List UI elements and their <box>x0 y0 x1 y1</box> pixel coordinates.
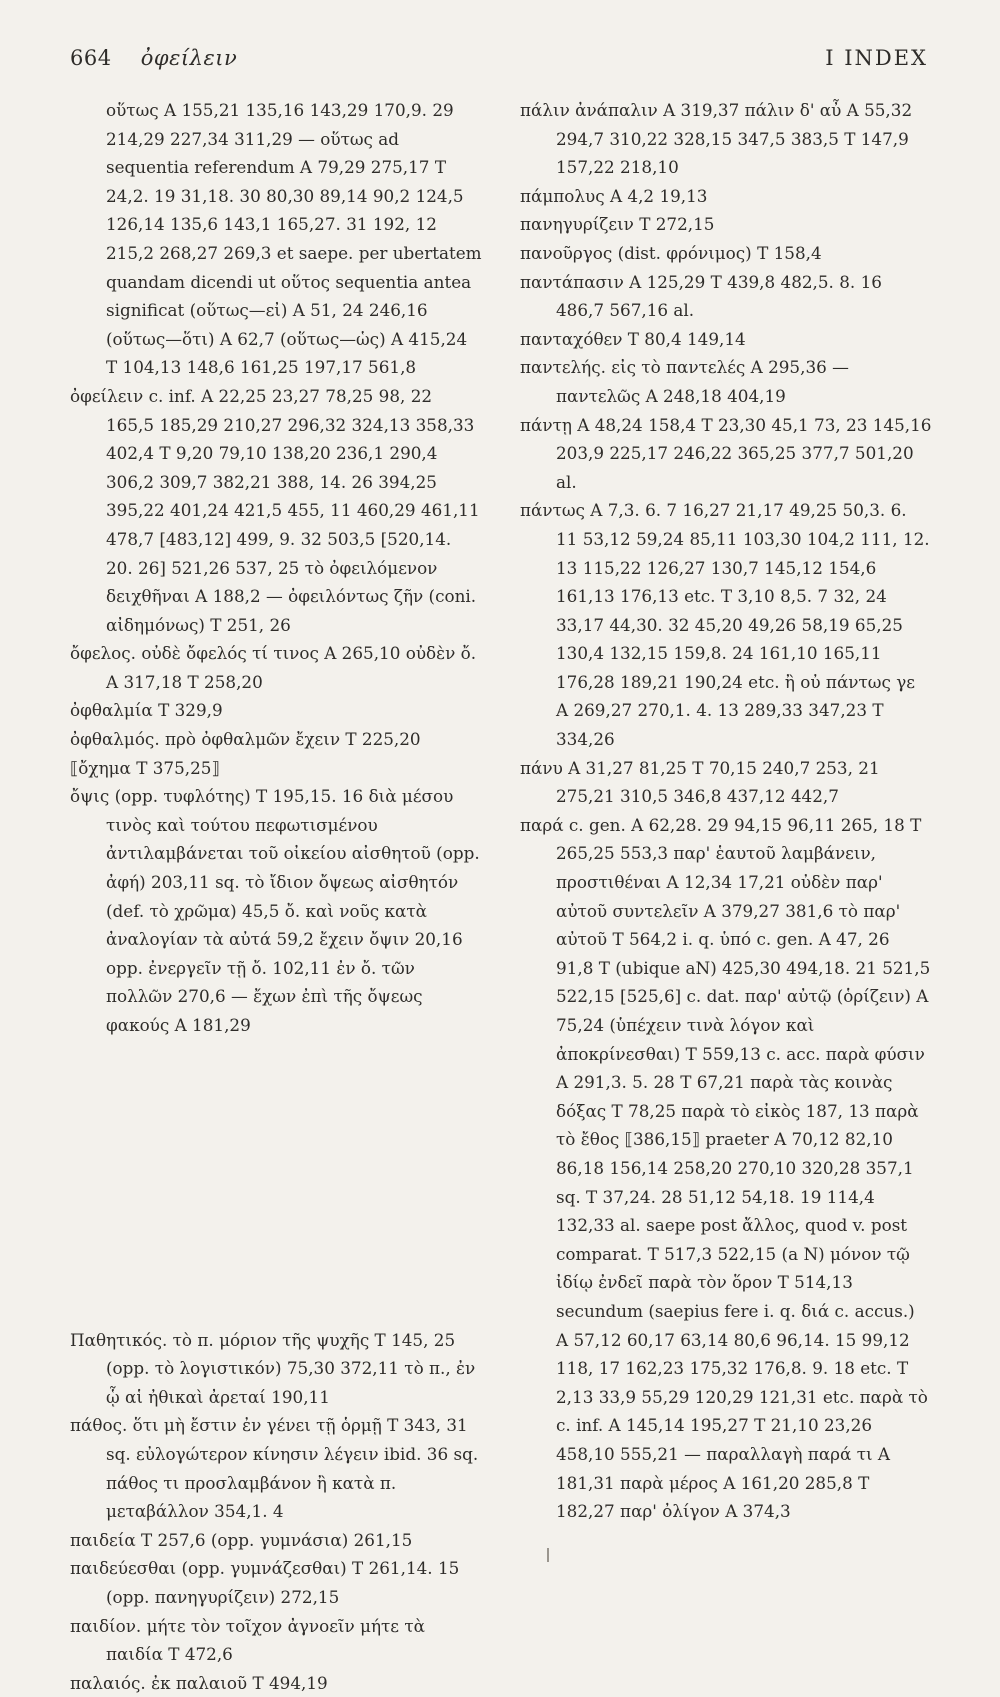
index-entry: παρά c. gen. Α 62,28. 29 94,15 96,11 265, 18 Τ 265,25 553,3 παρ' ἑαυτοῦ λαμβάνειν, προστιθέναι Α 12,34 17,21 οὐδὲν παρ' αὐτοῦ συντελεῖν Α 379,27 381,6 τὸ παρ' αὐτοῦ Τ 564,2 i. q. ὑπό c. gen. Α 47, 26 91,8 Τ (ubique aN) 425,30 494,18. 21 521,5 522,15 [525,6] c. dat. παρ' αὐτῷ (ὁρίζειν) Α 75,24 (ὑπέχειν τινὰ λόγον καὶ ἀποκρίνεσθαι) Τ 559,13 c. acc. παρὰ φύσιν Α 291,3. 5. 28 Τ 67,21 παρὰ τὰς κοινὰς δόξας Τ 78,25 παρὰ τὸ εἰκὸς 187, 13 παρὰ τὸ ἔθος ⟦386,15⟧ praeter Α 70,12 82,10 86,18 156,14 258,20 270,10 320,28 357,1 sq. Τ 37,24. 28 51,12 54,18. 19 114,4 132,33 al. saepe post ἄλλος, quod v. post comparat. Τ 517,3 522,15 (a N) μόνον τῷ ἰδίῳ ἐνδεῖ παρὰ τὸν ὅρον Τ 514,13 secundum (saepius fere i. q. διά c. accus.) Α 57,12 60,17 63,14 80,6 96,14. 15 99,12 118, 17 162,23 175,32 176,8. 9. 18 etc. Τ 2,13 33,9 55,29 120,29 121,31 etc. παρὰ τὸ c. inf. Α 145,14 195,27 Τ 21,10 23,26 458,10 555,21 — παραλλαγὴ παρά τι Α 181,31 παρὰ μέρος Α 161,20 285,8 Τ 182,27 παρ' ὀλίγον Α 374,3 <box>520 814 936 1522</box>
index-entry: πάντῃ Α 48,24 158,4 Τ 23,30 45,1 73, 23 145,16 203,9 225,17 246,22 365,25 377,7 501,20 al. <box>520 414 937 492</box>
index-entry: ὄψις (opp. τυφλότης) Τ 195,15. 16 διὰ μέσου τινὸς καὶ τούτου πεφωτισμένου ἀντιλαμβάνεται τοῦ οἰκείου αἰσθητοῦ (opp. ἀφή) 203,11 sq. τὸ ἴδιον ὄψεως αἰσθητόν (def. τὸ χρῶμα) 45,5 ὄ. καὶ νοῦς κατὰ ἀναλογίαν τὰ αὐτά 59,2 ἔχειν ὄψιν 20,16 opp. ἐνεργεῖν τῇ ὄ. 102,11 ἐν ὄ. τῶν πολλῶν 270,6 — ἔχων ἐπὶ τῆς ὄψεως φακούς Α 181,29 <box>70 786 485 1035</box>
index-entry: πάντως Α 7,3. 6. 7 16,27 21,17 49,25 50,3. 6. 11 53,12 59,24 85,11 103,30 104,2 111, 12. 13 115,22 126,27 130,7 145,12 154,6 161,13 176,13 etc. Τ 3,10 8,5. 7 32, 24 33,17 44,30. 32 45,20 49,26 58,19 65,25 130,4 132,15 159,8. 24 161,10 165,11 176,28 189,21 190,24 etc. ἢ οὐ πάντως γε Α 269,27 270,1. 4. 13 289,33 347,23 Τ 334,26 <box>520 500 935 750</box>
index-entry: πάλιν ἀνάπαλιν Α 319,37 πάλιν δ' αὖ Α 55,32 294,7 310,22 328,15 347,5 383,5 Τ 147,9 157,22 218,10 <box>520 100 918 178</box>
index-column-right <box>520 96 937 1526</box>
page-mark <box>547 1548 549 1562</box>
index-entry: παντάπασιν Α 125,29 Τ 439,8 482,5. 8. 16 486,7 567,16 al. <box>520 271 888 321</box>
running-header-section: I INDEX <box>825 46 928 70</box>
index-entry: πανοῦργος (dist. φρόνιμος) Τ 158,4 <box>520 242 822 263</box>
index-column-left <box>70 96 487 1697</box>
index-entry: πάνυ Α 31,27 81,25 Τ 70,15 240,7 253, 21 275,21 310,5 346,8 437,12 442,7 <box>520 757 885 807</box>
index-entry: οὕτως Α 155,21 135,16 143,29 170,9. 29 214,29 227,34 311,29 — οὕτως ad sequentia referendum Α 79,29 275,17 Τ 24,2. 19 31,18. 30 80,30 89,14 90,2 124,5 126,14 135,6 143,1 165,27. 31 192, 12 215,2 268,27 269,3 et saepe. per ubertatem quandam dicendi ut οὕτος sequentia antea significat (οὕτως—εἰ) Α 51, 24 246,16 (οὕτως—ὅτι) Α 62,7 (οὕτως—ὡς) Α 415,24 Τ 104,13 148,6 161,25 197,17 561,8 <box>106 100 487 378</box>
index-entry: ⟦ὄχημα Τ 375,25⟧ <box>70 757 220 778</box>
index-entry: πανταχόθεν Τ 80,4 149,14 <box>520 328 746 349</box>
section-gap <box>70 1040 482 1326</box>
index-entry: παιδίον. μήτε τὸν τοῖχον ἀγνοεῖν μήτε τὰ παιδία Τ 472,6 <box>70 1615 431 1665</box>
index-entry: ὀφθαλμία Τ 329,9 <box>70 700 223 721</box>
index-entry: ὀφείλειν c. inf. Α 22,25 23,27 78,25 98, 22 165,5 185,29 210,27 296,32 324,13 358,33 402,4 Τ 9,20 79,10 138,20 236,1 290,4 306,2 309,7 382,21 388, 14. 26 394,25 395,22 401,24 421,5 455, 11 460,29 461,11 478,7 [483,12] 499, 9. 32 503,5 [520,14. 20. 26] 521,26 537, 25 τὸ ὀφειλόμενον δειχθῆναι Α 188,2 — ὀφειλόντως ζῆν (coni. αἰδημόνως) Τ 251, 26 <box>70 385 485 635</box>
index-entry: παιδεία Τ 257,6 (opp. γυμνάσια) 261,15 <box>70 1529 413 1550</box>
index-entry: πάθος. ὅτι μὴ ἔστιν ἐν γένει τῇ ὁρμῇ Τ 343, 31 sq. εὐλογώτερον κίνησιν λέγειν ibid. 36 sq. πάθος τι προσλαμβάνον ἢ κατὰ π. μεταβάλλον 354,1. 4 <box>70 1415 484 1522</box>
index-entry: παλαιός. ἐκ παλαιοῦ Τ 494,19 <box>70 1672 328 1693</box>
index-entry: παντελής. εἰς τὸ παντελές Α 295,36 — παντελῶς Α 248,18 404,19 <box>520 357 855 406</box>
index-entry: ὄφελος. οὐδὲ ὄφελός τί τινος Α 265,10 οὐδὲν ὄ. Α 317,18 Τ 258,20 <box>70 643 482 692</box>
index-entry: παιδεύεσθαι (opp. γυμνάζεσθαι) Τ 261,14. 15 (opp. πανηγυρίζειν) 272,15 <box>70 1558 465 1607</box>
running-headword: ὀφείλειν <box>140 46 238 70</box>
page-number: 664 <box>70 46 112 70</box>
index-entry: πανηγυρίζειν Τ 272,15 <box>520 214 715 235</box>
index-entry: Παθητικός. τὸ π. μόριον τῆς ψυχῆς Τ 145, 25 (opp. τὸ λογιστικόν) 75,30 372,11 τὸ π., ἐν ᾧ αἱ ἠθικαὶ ἀρεταί 190,11 <box>70 1329 481 1407</box>
index-entry: ὀφθαλμός. πρὸ ὀφθαλμῶν ἔχειν Τ 225,20 <box>70 729 421 750</box>
running-header-left <box>70 46 237 70</box>
index-entry: πάμπολυς Α 4,2 19,13 <box>520 185 708 206</box>
